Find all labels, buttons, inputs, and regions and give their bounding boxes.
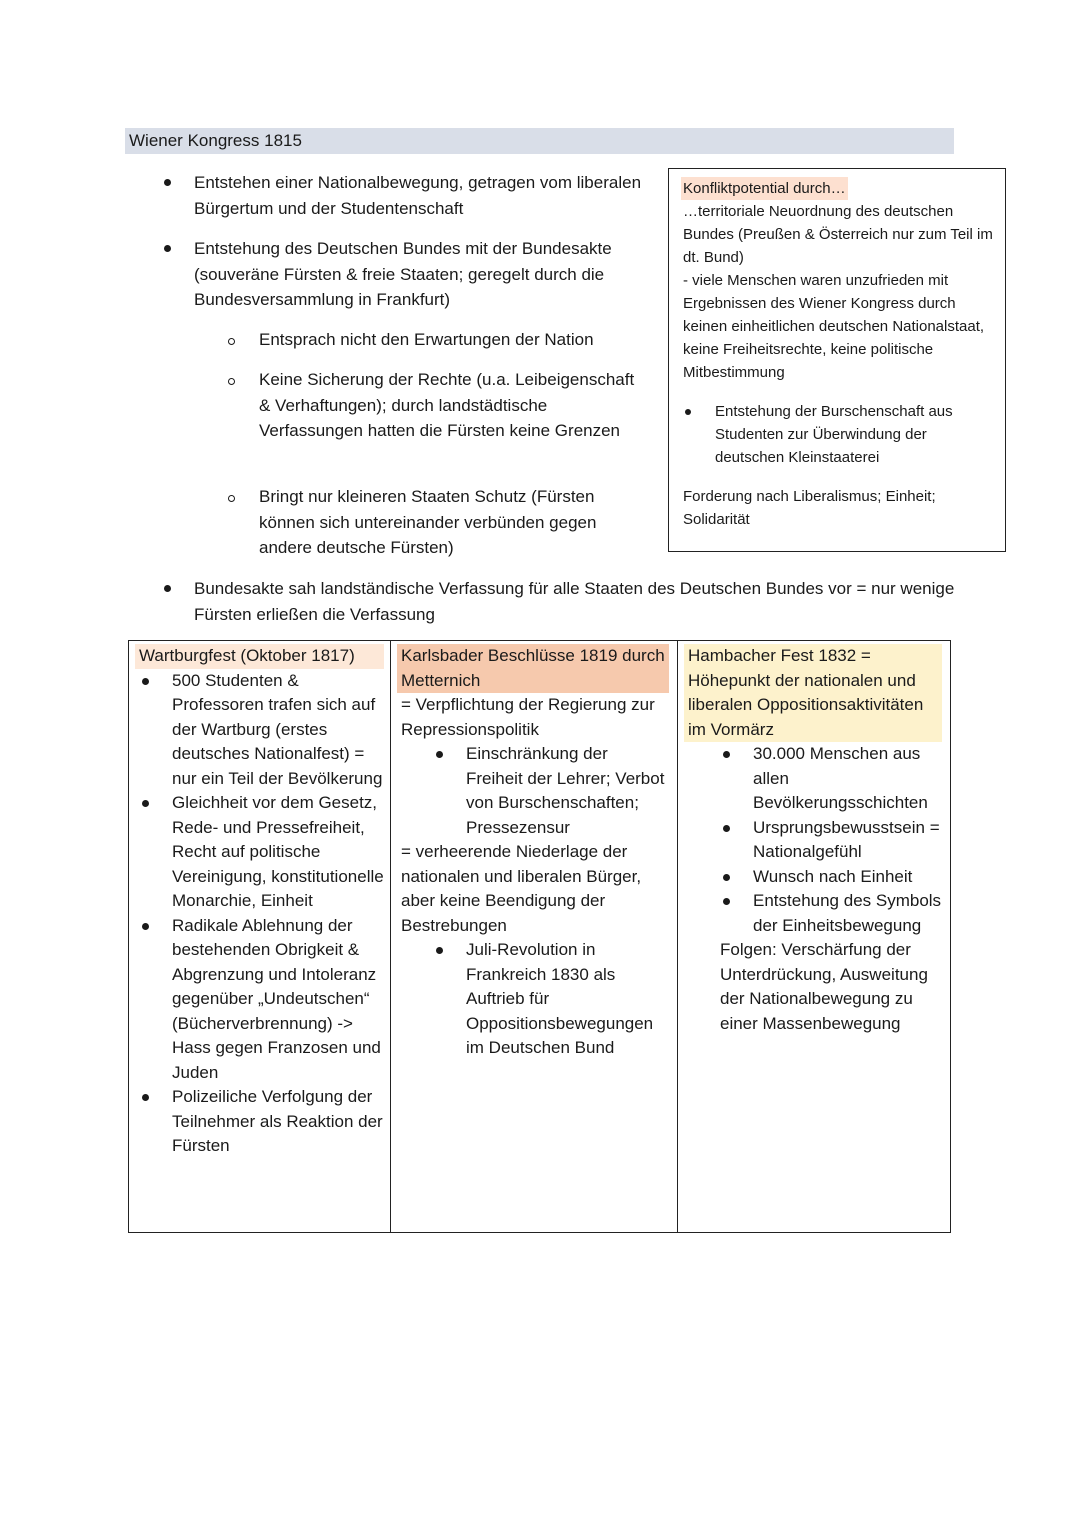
circle-bullet-icon [228,338,235,345]
sub-bullet-text: Entsprach nicht den Erwartungen der Nation [259,330,594,349]
list-item-text: Radikale Ablehnung der bestehenden Obrigkeit & Abgrenzung und Intoleranz gegenüber „Undeutschen“ (Bücherverbrennung) -> Hass gegen Franzosen und Juden [172,915,381,1082]
bullet-item [160,170,650,221]
conflict-box-text: …territoriale Neuordnung des deutschen Bundes (Preußen & Österreich nur zum Teil im dt. Bund) [683,203,993,266]
list-item [139,669,384,792]
conflict-box-footer: Forderung nach Liberalismus; Einheit; Solidarität [683,488,936,528]
sub-bullet-item [226,367,650,444]
paragraph: = verheerende Niederlage der nationalen und liberalen Bürger, aber keine Beendigung der Bestrebungen [401,842,642,935]
bullet-icon [723,751,730,758]
list-item-text: Juli-Revolution in Frankreich 1830 als Auftrieb für Oppositionsbewegungen im Deutschen Bund [466,940,654,1057]
sub-bullet-text: Keine Sicherung der Rechte (u.a. Leibeigenschaft & Verhaftungen); durch landstädtische Verfassungen hatten die Fürsten keine Grenzen [259,370,635,440]
bullet-icon [142,800,149,807]
list-item-text: Wunsch nach Einheit [753,866,913,886]
list-item-text: Gleichheit vor dem Gesetz, Rede- und Pressefreiheit, Recht auf politische Vereinigung, konstitutionelle Monarchie, Einheit [172,793,384,910]
list-item [720,816,942,865]
column-header: Hambacher Fest 1832 = Höhepunkt der nationalen und liberalen Oppositionsaktivitäten im Vormärz [684,644,942,742]
bullet-icon [723,874,730,881]
bullet-icon [436,751,443,758]
list-item [720,889,942,938]
bullet-icon [723,825,730,832]
list-item [433,938,669,1061]
bullet-icon [723,898,730,905]
bullet-text: Bundesakte sah landständische Verfassung für alle Staaten des Deutschen Bundes vor = nur wenige Fürsten erließen die Verfassung [194,579,955,624]
conflict-box-title: Konfliktpotential durch… [681,177,848,200]
list-item [720,742,942,816]
paragraph: Folgen: Verschärfung der Unterdrückung, Ausweitung der Nationalbewegung zu einer Massenbewegung [720,940,928,1033]
list-item [139,1085,384,1159]
sub-bullet-item [226,327,650,353]
sub-bullet-item [226,484,650,561]
list-item-text: Polizeiliche Verfolgung der Teilnehmer als Reaktion der Fürsten [172,1087,383,1155]
column-header: Karlsbader Beschlüsse 1819 durch Metternich [397,644,669,693]
table-cell-hambacher [678,641,951,1233]
circle-bullet-icon [228,495,235,502]
bullet-text: Entstehung des Deutschen Bundes mit der Bundesakte (souveräne Fürsten & freie Staaten; geregelt durch die Bundesversammlung in Frankfurt) [194,239,612,309]
bullet-item [160,576,960,627]
bullet-icon [685,409,691,415]
list-item [139,791,384,914]
bullet-text: Entstehen einer Nationalbewegung, getragen vom liberalen Bürgertum und der Studentenschaft [194,173,642,218]
bullet-icon [164,179,171,186]
paragraph: = Verpflichtung der Regierung zur Repressionspolitik [401,695,655,739]
conflict-box-text: - viele Menschen waren unzufrieden mit Ergebnissen des Wiener Kongress durch keinen einheitlichen deutschen Nationalstaat, keine Freiheitsrechte, keine politische Mitbestimmung [683,272,985,381]
bullet-text: Entstehung der Burschenschaft aus Studenten zur Überwindung der deutschen Kleinstaaterei [715,403,953,466]
list-item [139,914,384,1086]
list-item-text: 30.000 Menschen aus allen Bevölkerungsschichten [753,744,928,812]
list-item-text: Ursprungsbewusstsein = Nationalgefühl [753,817,940,861]
bullet-icon [164,245,171,252]
list-item-text: Entstehung des Symbols der Einheitsbewegung [753,891,942,935]
column-header: Wartburgfest (Oktober 1817) [135,644,384,669]
section-heading: Wiener Kongress 1815 [125,128,954,154]
bullet-icon [142,1094,149,1101]
conflict-box [668,168,1006,552]
events-table [128,640,951,1233]
list-item-text: Einschränkung der Freiheit der Lehrer; Verbot von Burschenschaften; Pressezensur [466,744,665,837]
bullet-icon [142,923,149,930]
circle-bullet-icon [228,378,235,385]
bullet-icon [164,585,171,592]
list-item [433,742,669,840]
conflict-box-bullet [683,400,995,469]
list-item-text: 500 Studenten & Professoren trafen sich auf der Wartburg (erstes deutsches Nationalfest) = nur ein Teil der Bevölkerung [172,670,383,788]
table-cell-karlsbader [391,641,678,1233]
bullet-icon [142,678,149,685]
bullet-item [160,236,650,313]
list-item [720,865,942,890]
sub-bullet-text: Bringt nur kleineren Staaten Schutz (Fürsten können sich untereinander verbünden gegen andere deutsche Fürsten) [259,487,597,557]
bullet-icon [436,947,443,954]
table-cell-wartburgfest [129,641,391,1233]
